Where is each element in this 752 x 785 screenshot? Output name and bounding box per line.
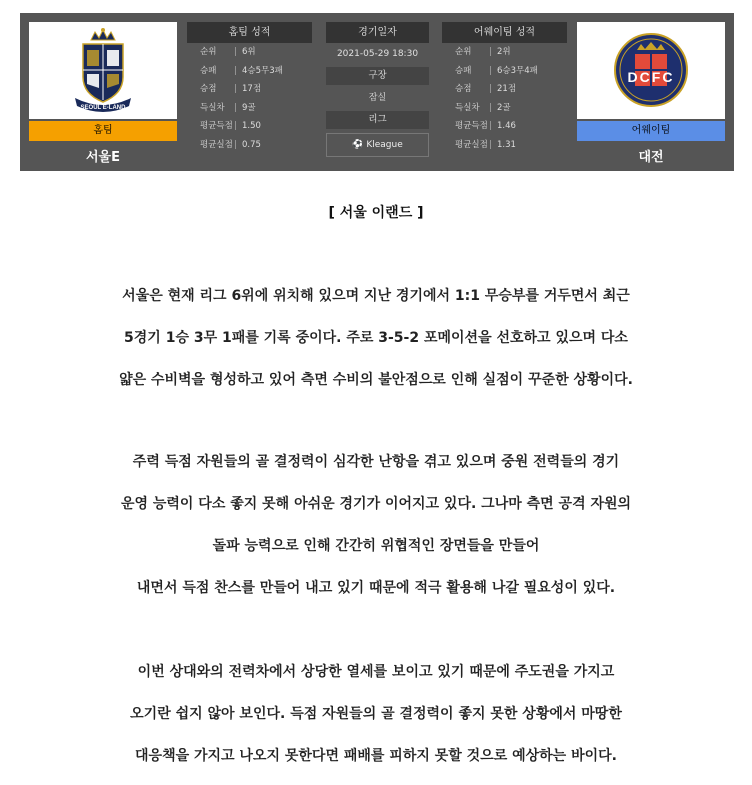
- match-info-panel: [20, 13, 734, 171]
- venue-value: 잠실: [368, 93, 387, 103]
- article-line: 이번 상대와의 전력차에서 상당한 열세를 보이고 있기 때문에 주도권을 가지고: [137, 664, 615, 680]
- away-team-badge: 어웨이팀: [577, 121, 725, 141]
- home-team-badge: 홈팀: [29, 121, 177, 141]
- away-team-card: [577, 22, 725, 172]
- article-paragraph: [0, 449, 752, 617]
- daejeon-crest-icon: [577, 22, 725, 119]
- article-line: 얇은 수비벽을 형성하고 있어 측면 수비의 불안점으로 인해 실점이 꾸준한 상황이다.: [119, 372, 633, 388]
- article-line: 대응책을 가지고 나오지 못한다면 패배를 피하지 못할 것으로 예상하는 바이다.: [135, 748, 617, 764]
- article-line: 서울은 현재 리그 6위에 위치해 있으며 지난 경기에서 1:1 무승부를 거두면서 최근: [122, 288, 630, 304]
- match-details: [326, 22, 429, 157]
- article-line: 내면서 득점 찬스를 만들어 내고 있기 때문에 적극 활용해 나갈 필요성이 있다.: [136, 580, 616, 596]
- article-line: 5경기 1승 3무 1패를 기록 중이다. 주로 3-5-2 포메이션을 선호하고 있으며 다소: [124, 330, 628, 346]
- stat-row: 승패 | 6승3무4패: [455, 65, 538, 76]
- league-value: ⚽ Kleague: [326, 133, 429, 157]
- svg-text:DCFC: DCFC: [627, 69, 675, 85]
- away-team-name: 대전: [638, 150, 664, 165]
- article-line: 돌파 능력으로 인해 간간히 위협적인 장면들을 만들어: [212, 538, 540, 554]
- svg-text:SEOUL E-LAND: SEOUL E-LAND: [80, 105, 126, 111]
- seoul-eland-crest-icon: [29, 22, 177, 119]
- article-line: 오기란 쉽지 않아 보인다. 득점 자원들의 골 결정력이 좋지 못한 상황에서 마땅한: [130, 706, 622, 722]
- stat-row: 순위 | 2위: [455, 47, 511, 57]
- stat-row: 순위 | 6위: [200, 47, 256, 57]
- match-date: 2021-05-29 18:30: [336, 49, 419, 59]
- stat-row: 승점 | 21점: [455, 84, 517, 94]
- stat-row: 평균득점| 1.46: [455, 121, 516, 131]
- venue-label: 구장: [326, 67, 429, 85]
- home-stats-table: [187, 22, 312, 167]
- stat-row: 승점 | 17점: [200, 84, 262, 94]
- home-stats-title: 홈팀 성적: [187, 22, 312, 43]
- away-team-logo: [577, 22, 725, 119]
- article-line: 운영 능력이 다소 좋지 못해 아쉬운 경기가 이어지고 있다. 그나마 측면 공격 자원의: [120, 496, 632, 512]
- stat-row: 승패 | 4승5무3패: [200, 65, 283, 76]
- stat-row: 득실차 | 9골: [200, 102, 256, 113]
- stat-row: 평균실점| 1.31: [455, 139, 516, 150]
- home-team-name: 서울E: [86, 150, 120, 165]
- stat-row: 득실차 | 2골: [455, 102, 511, 113]
- away-stats-table: [442, 22, 567, 167]
- stat-row: 평균실점| 0.75: [200, 139, 261, 150]
- kleague-logo-icon: ⚽: [352, 140, 364, 150]
- article-paragraph: [0, 659, 752, 785]
- home-team-logo: [29, 22, 177, 119]
- stat-row: 평균득점| 1.50: [200, 121, 261, 131]
- article-line: 주력 득점 자원들의 골 결정력이 심각한 난항을 겪고 있으며 중원 전력들의 경기: [132, 454, 620, 470]
- article-paragraph: [0, 283, 752, 409]
- home-team-card: [29, 22, 177, 172]
- away-stats-title: 어웨이팀 성적: [442, 22, 567, 43]
- league-label: 리그: [326, 111, 429, 129]
- match-date-label: 경기일자: [326, 22, 429, 43]
- article-title: [ 서울 이랜드 ]: [328, 205, 424, 221]
